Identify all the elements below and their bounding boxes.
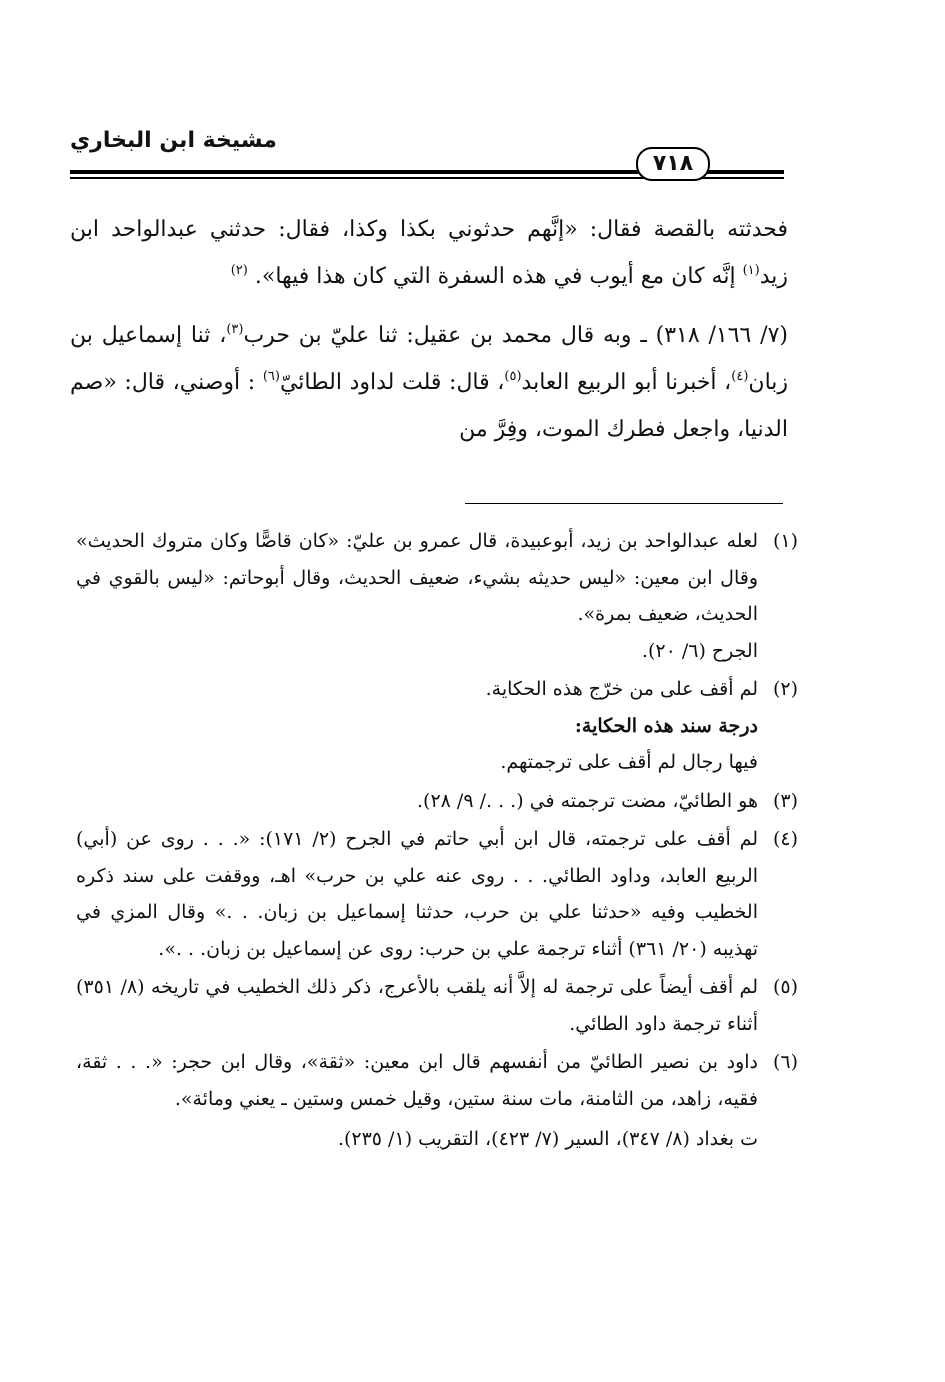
paragraph-1: [70, 206, 788, 300]
footnote-marker-6: (٦): [262, 369, 280, 384]
footnote-verdict: فيها رجال لم أقف على ترجمتهم.: [500, 751, 758, 773]
footnote-text: لم أقف على من خرّج هذه الحكاية.: [485, 678, 758, 700]
paragraph-2-part-a: (٧/ ١٦٦/ ٣١٨) ـ وبه قال محمد بن عقيل: ثنا عليّ بن حرب: [243, 323, 789, 348]
footnote-separator: [465, 503, 783, 504]
footnote-number: (١): [772, 530, 798, 552]
footnote-marker-1: (١): [742, 263, 760, 278]
footnote-body: [76, 1044, 758, 1117]
footnote-number: (٢): [772, 678, 798, 700]
footnote-body: [76, 783, 758, 820]
footnote-text: لم أقف أيضاً على ترجمة له إلاَّ أنه يلقب بالأعرج، ذكر ذلك الخطيب في تاريخه (٨/ ٣٥١) أثناء ترجمة داود الطائي.: [76, 976, 758, 1035]
footnote-4: [76, 821, 798, 967]
footnote-1: [76, 523, 798, 669]
footnote-body: [76, 523, 758, 669]
footnote-body: [76, 671, 758, 781]
footnote-number: (٣): [772, 789, 798, 812]
footnote-6: [76, 1044, 798, 1117]
paragraph-2-part-c: ، أخبرنا أبو الربيع العابد: [521, 370, 732, 395]
footnotes: [76, 523, 798, 1158]
paragraph-2-part-e: : أوصني، قال: «صم الدنيا، واجعل فطرك الموت، وفِرَّ من: [70, 370, 788, 442]
footnote-number: (٦): [772, 1051, 798, 1073]
footnote-marker-5: (٥): [504, 369, 522, 384]
footnote-text: لم أقف على ترجمته، قال ابن أبي حاتم في الجرح (٢/ ١٧١): «. . . روى عن (أبي) الربيع العابد، وداود الطائي. . . روى عنه علي بن حرب» اهـ، ووقفت على سند ذكره الخطيب وفيه «حدثنا علي بن حرب، حدثنا إسماعيل بن زبان. . .» وقال المزي في تهذيبه (٢٠/ ٣٦١) أثناء ترجمة علي بن حرب: روى عن إسماعيل بن زبان. . .».: [76, 828, 759, 960]
footnote-body: [76, 821, 758, 967]
footnote-number: (٥): [772, 976, 798, 998]
footnote-5: [76, 969, 798, 1042]
footnote-2: [76, 671, 798, 781]
footnote-text: لعله عبدالواحد بن زيد، أبوعبيدة، قال عمرو بن عليّ: «كان قاصًّا وكان متروك الحديث» وقال ابن معين: «ليس حديثه بشيء، ضعيف الحديث، وقال أبوحاتم: «ليس بالقوي في الحديث، ضعيف بمرة».: [76, 530, 758, 625]
footnote-body: [76, 969, 758, 1042]
footnote-marker-2: (٢): [230, 263, 248, 278]
paragraph-2-part-d: ، قال: قلت لداود الطائيّ: [279, 370, 505, 395]
footnote-number: (٤): [772, 828, 798, 850]
footnote-marker-3: (٣): [226, 322, 244, 337]
footnote-text: داود بن نصير الطائيّ من أنفسهم قال ابن معين: «ثقة»، وقال ابن حجر: «. . . ثقة، فقيه، زاهد، من الثامنة، مات سنة ستين، وقيل خمس وستين ـ يعني ومائة».: [76, 1051, 758, 1110]
footnote-text: هو الطائيّ، مضت ترجمته في (. . ./ ٩/ ٢٨).: [417, 789, 758, 812]
paragraph-2: [70, 312, 788, 453]
paragraph-2-part-b: ، ثنا إسماعيل بن زبان: [70, 323, 789, 395]
paragraph-1-tail: إنَّه كان مع أيوب في هذه السفرة التي كان هذا فيها».: [254, 264, 743, 289]
main-text: [70, 206, 788, 453]
footnote-reference: الجرح (٦/ ٢٠).: [641, 639, 758, 662]
paragraph-1-text: فحدثته بالقصة فقال: «إنَّهم حدثوني بكذا وكذا، فقال: حدثني عبدالواحد ابن زيد: [70, 217, 788, 289]
footnote-3: [76, 783, 798, 820]
footnote-6-reference: ت بغداد (٨/ ٣٤٧)، السير (٧/ ٤٢٣)، التقريب (١/ ٢٣٥).: [337, 1128, 758, 1150]
page-number: ٧١٨: [636, 147, 710, 181]
running-title: مشيخة ابن البخاري: [70, 128, 277, 153]
footnote-subheading: درجة سند هذه الحكاية:: [574, 714, 758, 737]
footnote-marker-4: (٤): [731, 369, 749, 384]
